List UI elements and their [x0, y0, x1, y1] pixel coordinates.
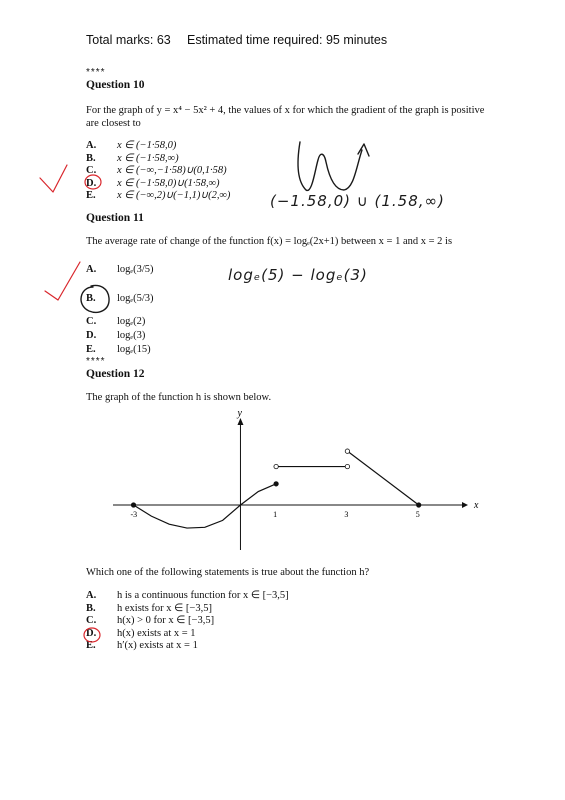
q11-option-e: E. logₑ(15): [86, 344, 151, 355]
question-10-stem: For the graph of y = x⁴ − 5x² + 4, the values of x for which the gradient of the graph is positive are closest to: [86, 105, 485, 129]
q12-option-c: C. h(x) > 0 for x ∈ [−3,5]: [86, 615, 215, 627]
option-b: B. x ∈ (−1·58,∞): [86, 152, 179, 164]
handwritten-answer-q11: logₑ(5) − logₑ(3): [228, 266, 368, 284]
x-axis-label: x: [474, 500, 479, 511]
y-axis-label: y: [237, 408, 242, 419]
option-a: A. x ∈ (−1·58,0): [86, 140, 177, 151]
x-tick-label: -3: [130, 510, 138, 519]
q11-option-a: A. logₑ(3/5): [86, 264, 154, 275]
x-tick-label: 5: [415, 510, 420, 519]
q12-option-d: D. h(x) exists at x = 1: [86, 627, 196, 639]
question-11-stem: The average rate of change of the function f(x) = logₑ(2x+1) between x = 1 and x = 2 is: [86, 236, 453, 247]
question-12-prompt: Which one of the following statements is true about the function h?: [86, 567, 370, 578]
question-12-stem: The graph of the function h is shown below.: [86, 392, 272, 403]
estimated-time: Estimated time required: 95 minutes: [187, 33, 388, 47]
x-tick-label: 1: [273, 510, 278, 519]
option-d: D. x ∈ (−1·58,0)∪(1·58,∞): [86, 177, 220, 189]
q11-option-c: C. logₑ(2): [86, 316, 146, 327]
handwritten-answer-q10: (−1.58,0) ∪ (1.58,∞): [270, 192, 445, 210]
question-12-title: Question 12: [86, 368, 145, 380]
total-marks: Total marks: 63: [86, 33, 171, 47]
x-tick-label: 3: [344, 510, 349, 519]
q11-option-d: D. logₑ(3): [86, 330, 146, 341]
option-c: C. x ∈ (−∞,−1·58)∪(0,1·58): [86, 165, 227, 177]
q12-option-b: B. h exists for x ∈ [−3,5]: [86, 602, 212, 614]
separator: ****: [86, 67, 106, 78]
q11-option-b: B. logₑ(5/3): [86, 293, 154, 304]
answer-circle-q12: [84, 628, 100, 642]
q12-option-e: E. h′(x) exists at x = 1: [86, 640, 198, 652]
question-11-title: Question 11: [86, 212, 144, 224]
separator: ****: [86, 356, 106, 367]
question-10-title: Question 10: [86, 79, 145, 91]
option-e: E. x ∈ (−∞,2)∪(−1,1)∪(2,∞): [86, 190, 231, 202]
q12-option-a: A. h is a continuous function for x ∈ [−3,5]: [86, 590, 289, 601]
